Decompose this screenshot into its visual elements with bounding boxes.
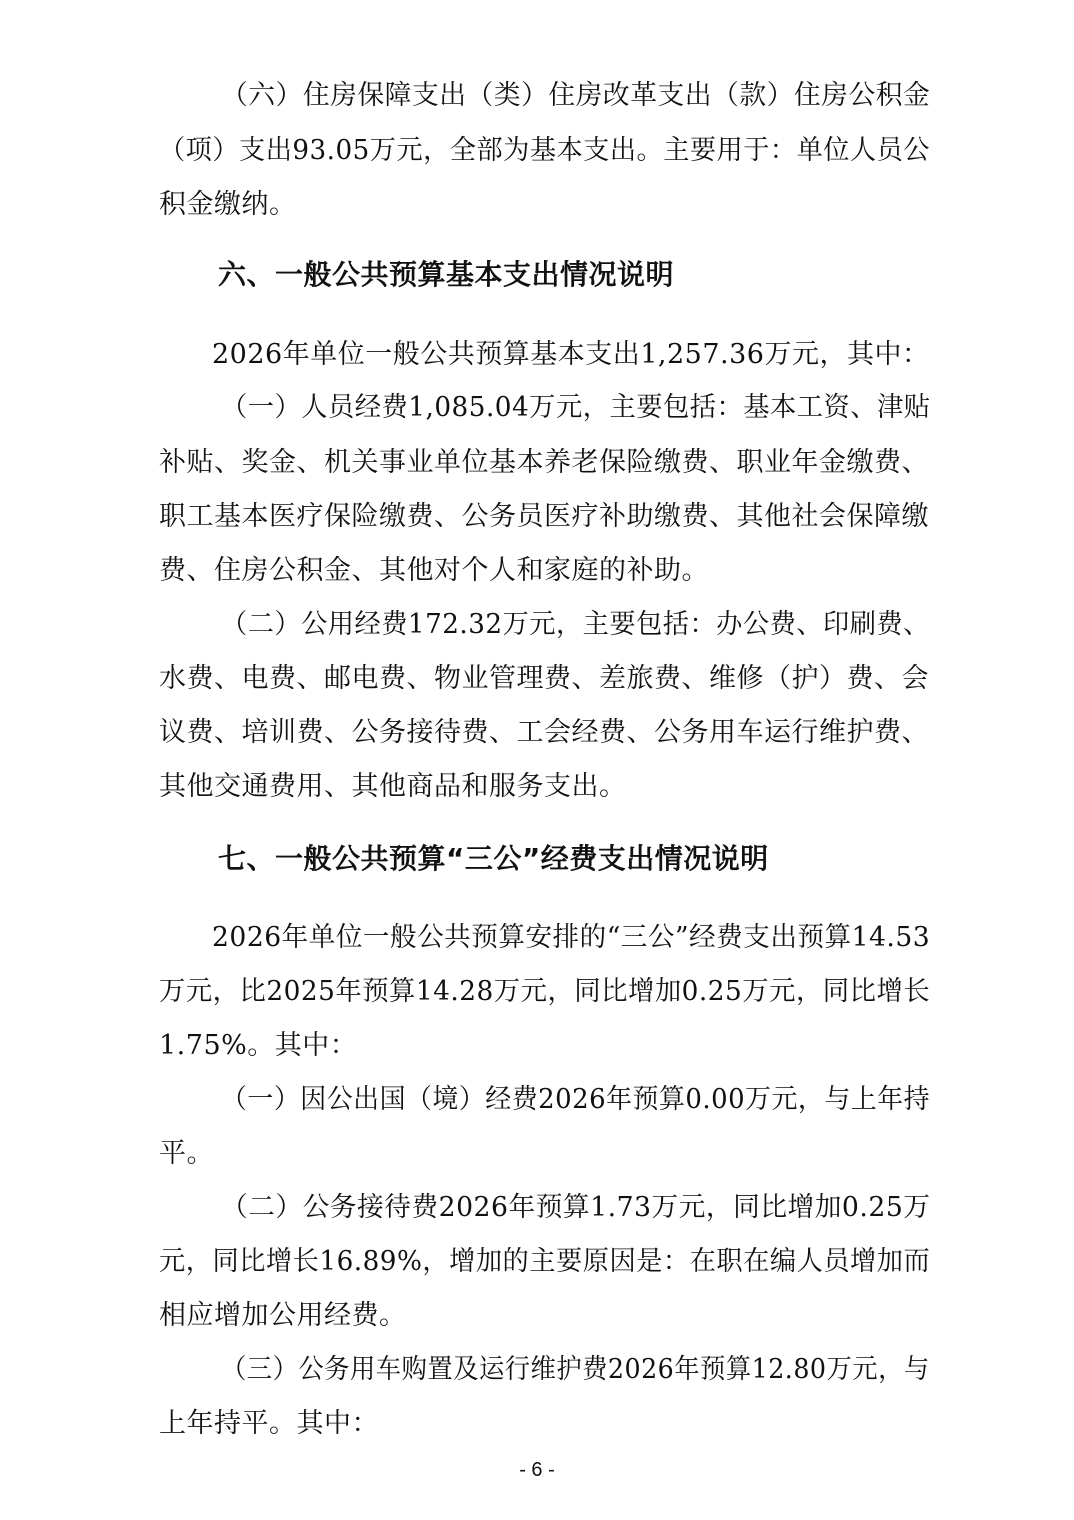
vehicle-line-1: （三）公务用车购置及运行维护费2026年预算12.80万元，与 bbox=[221, 1354, 930, 1385]
housing-line-3: 积金缴纳。 bbox=[159, 189, 297, 220]
public-expense-line-1: （二）公用经费172.32万元，主要包括：办公费、印刷费、 bbox=[221, 609, 930, 640]
vehicle-line-2: 上年持平。其中： bbox=[159, 1408, 379, 1439]
section-7-intro-line-1: 2026年单位一般公共预算安排的“三公”经费支出预算14.53 bbox=[212, 922, 931, 953]
abroad-line-1: （一）因公出国（境）经费2026年预算0.00万元，与上年持 bbox=[221, 1084, 931, 1115]
personnel-line-4: 费、住房公积金、其他对个人和家庭的补助。 bbox=[159, 555, 709, 586]
public-expense-line-3: 议费、培训费、公务接待费、工会经费、公务用车运行维护费、 bbox=[159, 717, 929, 748]
section-7-intro-line-3: 1.75%。其中： bbox=[159, 1030, 358, 1061]
section-6-heading: 六、一般公共预算基本支出情况说明 bbox=[218, 258, 675, 291]
abroad-line-2: 平。 bbox=[159, 1138, 214, 1169]
personnel-line-3: 职工基本医疗保险缴费、公务员医疗补助缴费、其他社会保障缴 bbox=[159, 501, 929, 532]
reception-line-2: 元，同比增长16.89%，增加的主要原因是：在职在编人员增加而 bbox=[159, 1246, 931, 1277]
public-expense-line-2: 水费、电费、邮电费、物业管理费、差旅费、维修（护）费、会 bbox=[159, 663, 929, 694]
section-6-intro: 2026年单位一般公共预算基本支出1,257.36万元，其中： bbox=[212, 339, 930, 370]
page-number: - 6 - bbox=[519, 1459, 555, 1481]
housing-line-2: （项）支出93.05万元，全部为基本支出。主要用于：单位人员公 bbox=[159, 135, 930, 166]
personnel-line-1: （一）人员经费1,085.04万元，主要包括：基本工资、津贴 bbox=[221, 392, 931, 423]
reception-line-3: 相应增加公用经费。 bbox=[159, 1300, 407, 1331]
section-7-heading: 七、一般公共预算“三公”经费支出情况说明 bbox=[218, 842, 769, 875]
section-7-intro-line-2: 万元，比2025年预算14.28万元，同比增加0.25万元，同比增长 bbox=[159, 976, 931, 1007]
reception-line-1: （二）公务接待费2026年预算1.73万元，同比增加0.25万 bbox=[221, 1192, 931, 1223]
public-expense-line-4: 其他交通费用、其他商品和服务支出。 bbox=[159, 771, 627, 802]
personnel-line-2: 补贴、奖金、机关事业单位基本养老保险缴费、职业年金缴费、 bbox=[159, 447, 929, 478]
housing-line-1: （六）住房保障支出（类）住房改革支出（款）住房公积金 bbox=[221, 80, 931, 111]
